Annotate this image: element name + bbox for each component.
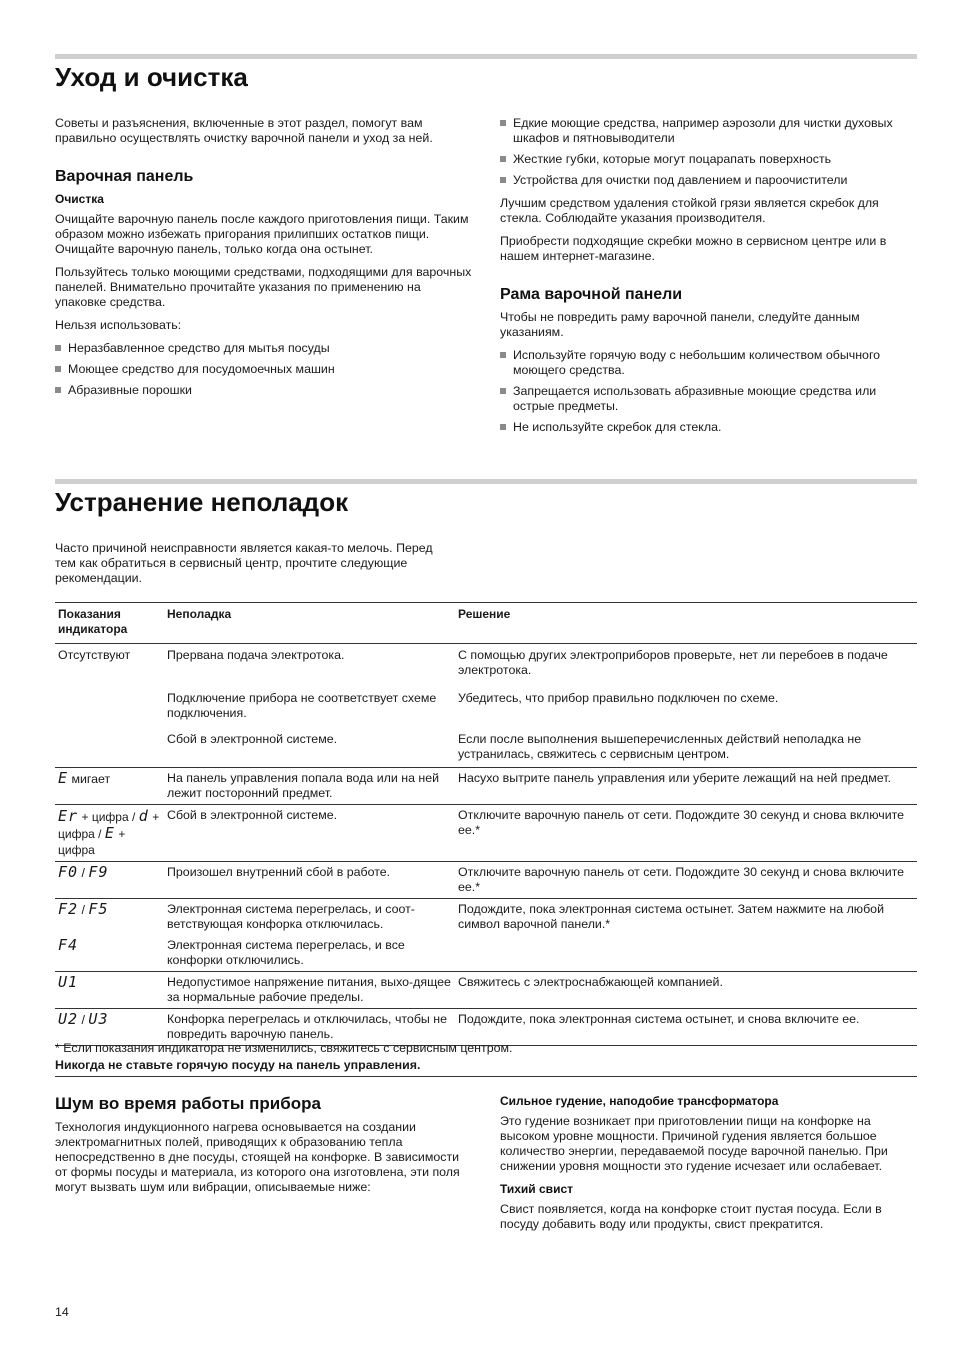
section-rule xyxy=(55,479,917,484)
display-code: F2 xyxy=(58,900,79,918)
display-code: F4 xyxy=(58,936,79,954)
table-row xyxy=(55,729,917,768)
forbidden-list-continued xyxy=(500,116,918,188)
table-row xyxy=(55,862,917,899)
fault-cell: Подключение прибора не соответствует схеме подключения. xyxy=(167,691,437,720)
fault-cell: Сбой в электронной системе. xyxy=(164,805,455,862)
hob-forbidden-list xyxy=(55,341,473,398)
display-code: U1 xyxy=(58,973,79,991)
fault-cell: Прервана подача электротока. xyxy=(167,648,345,662)
display-code: d xyxy=(138,807,149,825)
solution-cell: Подождите, пока электронная система остынет. Затем нажмите на любой символ варочной панели.* xyxy=(455,899,917,936)
list-item: Абразивные порошки xyxy=(55,383,473,398)
fault-cell: На панель управления попала вода или на ней лежит посторонний предмет. xyxy=(164,768,455,805)
indicator-cell: F2 / F5 xyxy=(55,899,164,936)
solution-cell: Отключите варочную панель от сети. Подождите 30 секунд и снова включите ее.* xyxy=(455,805,917,862)
bullet-icon xyxy=(500,424,506,430)
table-row xyxy=(55,768,917,805)
list-item: Устройства для очистки под давлением и пароочистители xyxy=(500,173,918,188)
table-footnote xyxy=(55,1040,917,1074)
footnote-rule xyxy=(55,1076,917,1077)
bullet-icon xyxy=(500,177,506,183)
footnote-text: * Если показания индикатора не изменились, свяжитесь с сервисным центром. xyxy=(55,1041,513,1055)
table-row xyxy=(55,972,917,1009)
noise-p1: Технология индукционного нагрева основывается на создании электромагнитных полей, приводящих к образованию тепла непосредственно в дне посуды, стоящей на конфорке. В зависимости от формы посуды и материала, из которого она изготовлена, эти поля могут вызвать шум или вибрации, описываемые ниже: xyxy=(55,1120,460,1194)
header-solution: Решение xyxy=(455,603,917,644)
whistle-title: Тихий свист xyxy=(500,1182,573,1196)
table-row xyxy=(55,644,917,689)
hob-p3: Нельзя использовать: xyxy=(55,318,182,332)
warning-text: Никогда не ставьте горячую посуду на панель управления. xyxy=(55,1058,421,1072)
indicator-cell: Отсутствуют xyxy=(58,648,131,662)
table-row xyxy=(55,899,917,936)
indicator-cell: F0 / F9 xyxy=(55,862,164,899)
indicator-cell xyxy=(55,935,164,972)
trouble-title: Устранение неполадок xyxy=(55,487,349,517)
care-title: Уход и очистка xyxy=(55,62,248,92)
fault-cell: Электронная система перегрелась, и соот-ветствующая конфорка отключилась. xyxy=(164,899,455,936)
troubleshooting-table xyxy=(55,602,917,1046)
table-header-row xyxy=(55,603,917,644)
list-item: Используйте горячую воду с небольшим количеством обычного моющего средства. xyxy=(500,348,918,378)
hob-subtitle: Очистка xyxy=(55,192,104,206)
solution-cell: Убедитесь, что прибор правильно подключен по схеме. xyxy=(458,691,779,705)
hob-title: Варочная панель xyxy=(55,168,194,185)
display-code: F9 xyxy=(88,863,109,881)
bullet-icon xyxy=(500,352,506,358)
fault-cell: Недопустимое напряжение питания, выхо-дящее за нормальные рабочие пределы. xyxy=(164,972,455,1009)
indicator-cell: Er + цифра / d + цифра / E + цифра xyxy=(55,805,164,862)
noise-title: Шум во время работы прибора xyxy=(55,1094,321,1113)
solution-cell: Насухо вытрите панель управления или уберите лежащий на ней предмет. xyxy=(455,768,917,805)
list-item: Едкие моющие средства, например аэрозоли для чистки духовых шкафов и пятновыводители xyxy=(500,116,918,146)
manual-page xyxy=(55,0,917,1350)
table-row xyxy=(55,688,917,729)
noise-right-column xyxy=(500,1094,918,1240)
solution-cell: С помощью других электроприборов проверьте, нет ли перебоев в подаче электротока. xyxy=(458,648,888,677)
list-item: Запрещается использовать абразивные моющие средства или острые предметы. xyxy=(500,384,918,414)
indicator-cell xyxy=(55,972,164,1009)
list-item: Моющее средство для посудомоечных машин xyxy=(55,362,473,377)
display-code: F5 xyxy=(88,900,109,918)
scraper-text: Лучшим средством удаления стойкой грязи является скребок для стекла. Соблюдайте указания производителя. xyxy=(500,196,879,225)
noise-left-column xyxy=(55,1094,473,1203)
hob-p1: Очищайте варочную панель после каждого приготовления пищи. Таким образом можно избежать пригорания прилипших остатков пищи. Очищайте варочную панель, только когда она остынет. xyxy=(55,212,469,256)
fault-cell: Произошел внутренний сбой в работе. xyxy=(164,862,455,899)
bullet-icon xyxy=(55,387,61,393)
list-item: Неразбавленное средство для мытья посуды xyxy=(55,341,473,356)
display-code: U2 xyxy=(58,1010,79,1028)
frame-p1: Чтобы не повредить раму варочной панели, следуйте данным указаниям. xyxy=(500,310,860,339)
scraper-buy-text: Приобрести подходящие скребки можно в сервисном центре или в нашем интернет-магазине. xyxy=(500,234,887,263)
page-number: 14 xyxy=(55,1305,69,1319)
bullet-icon xyxy=(55,345,61,351)
solution-cell: Отключите варочную панель от сети. Подождите 30 секунд и снова включите ее.* xyxy=(455,862,917,899)
section-rule xyxy=(55,54,917,59)
frame-list xyxy=(500,348,918,435)
indicator-cell: U2 / U3 xyxy=(55,1009,164,1046)
fault-cell: Конфорка перегрелась и отключилась, чтобы не повредить варочную панель. xyxy=(164,1009,455,1046)
bullet-icon xyxy=(55,366,61,372)
whistle-text: Свист появляется, когда на конфорке стоит пустая посуда. Если в посуду добавить воду или продукты, свист прекратится. xyxy=(500,1202,882,1231)
display-code: E xyxy=(104,824,115,842)
care-right-column xyxy=(500,116,918,443)
bullet-icon xyxy=(500,156,506,162)
hob-p2: Пользуйтесь только моющими средствами, подходящими для варочных панелей. Внимательно прочитайте указания по применению на упаковке средства. xyxy=(55,265,472,309)
bullet-icon xyxy=(500,120,506,126)
hum-title: Сильное гудение, наподобие трансформатора xyxy=(500,1094,779,1108)
list-item: Жесткие губки, которые могут поцарапать поверхность xyxy=(500,152,918,167)
fault-cell: Электронная система перегрелась, и все конфорки отключились. xyxy=(167,938,405,967)
header-indicator: Показания индикатора xyxy=(55,603,164,644)
care-intro: Советы и разъяснения, включенные в этот раздел, помогут вам правильно осуществлять очистку варочной панели и уход за ней. xyxy=(55,116,433,145)
fault-cell: Сбой в электронной системе. xyxy=(167,732,338,746)
solution-cell: Подождите, пока электронная система остынет, и снова включите ее. xyxy=(455,1009,917,1046)
solution-cell: Если после выполнения вышеперечисленных действий неполадка не устранилась, свяжитесь с сервисным центром. xyxy=(458,732,862,761)
hum-text: Это гудение возникает при приготовлении пищи на конфорке на высоком уровне мощности. Причиной гудения является большое количество энергии, передаваемой посуде варочной панелью. При снижении уровня мощности это гудение исчезает или ослабевает. xyxy=(500,1114,888,1173)
solution-cell: Свяжитесь с электроснабжающей компанией. xyxy=(455,972,917,1009)
table-row xyxy=(55,935,917,972)
indicator-cell: E мигает xyxy=(55,768,164,805)
table-row xyxy=(55,805,917,862)
display-code: U3 xyxy=(88,1010,109,1028)
bullet-icon xyxy=(500,388,506,394)
care-left-column xyxy=(55,116,473,406)
header-fault: Неполадка xyxy=(164,603,455,644)
frame-title: Рама варочной панели xyxy=(500,286,683,303)
display-code: F0 xyxy=(58,863,79,881)
display-code: Er xyxy=(58,807,79,825)
display-code: E xyxy=(58,769,69,787)
trouble-intro: Часто причиной неисправности является какая-то мелочь. Перед тем как обратиться в сервисный центр, прочтите следующие рекомендации. xyxy=(55,541,433,585)
list-item: Не используйте скребок для стекла. xyxy=(500,420,918,435)
